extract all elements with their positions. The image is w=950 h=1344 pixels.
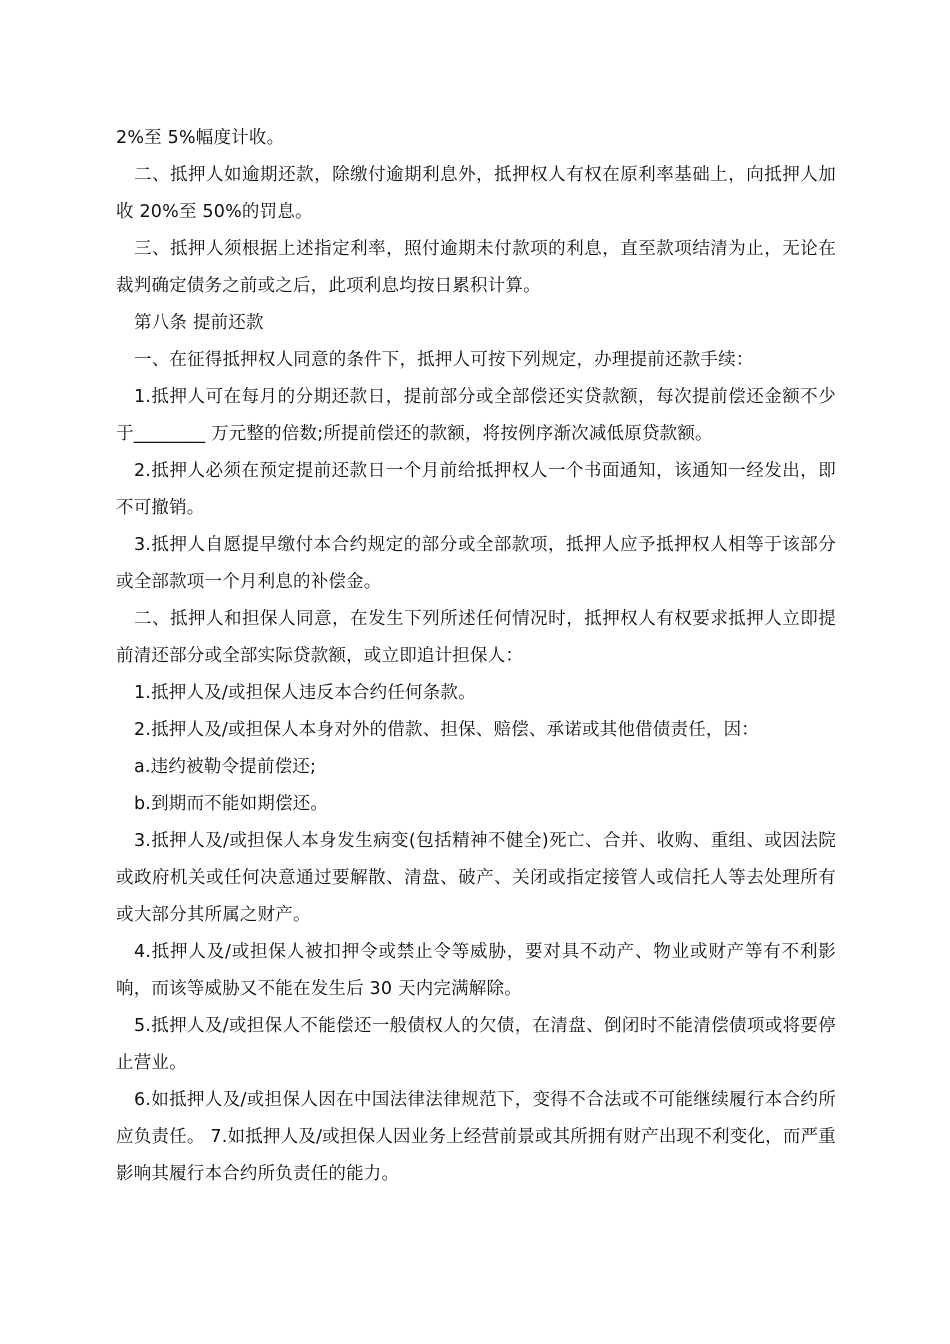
paragraph-3: 三、抵押人须根据上述指定利率，照付逾期未付款项的利息，直至款项结清为止，无论在裁判确定债务之前或之后，此项利息均按日累积计算。: [116, 239, 836, 296]
paragraph-16: 5.抵押人及/或担保人不能偿还一般债权人的欠债，在清盘、倒闭时不能清偿债项或将要停止营业。: [116, 1016, 836, 1073]
paragraph-11: 2.抵押人及/或担保人本身对外的借款、担保、赔偿、承诺或其他借债责任，因：: [134, 720, 759, 740]
paragraph-13: b.到期而不能如期偿还。: [134, 794, 329, 814]
paragraph-5: 一、在征得抵押权人同意的条件下，抵押人可按下列规定，办理提前还款手续：: [134, 350, 754, 370]
paragraph-10: 1.抵押人及/或担保人违反本合约任何条款。: [134, 683, 476, 703]
paragraph-7: 2.抵押人必须在预定提前还款日一个月前给抵押权人一个书面通知，该通知一经发出，即不可撤销。: [116, 461, 836, 518]
paragraph-1: 2%至 5%幅度计收。: [116, 128, 285, 148]
paragraph-6: 1.抵押人可在每月的分期还款日，提前部分或全部偿还实贷款额，每次提前偿还金额不少于________ 万元整的倍数;所提前偿还的款额，将按例序渐次减低原贷款额。: [116, 387, 836, 444]
paragraph-15: 4.抵押人及/或担保人被扣押令或禁止令等威胁，要对具不动产、物业或财产等有不利影响，而该等威胁又不能在发生后 30 天内完满解除。: [116, 942, 836, 999]
paragraph-9: 二、抵押人和担保人同意，在发生下列所述任何情况时，抵押权人有权要求抵押人立即提前清还部分或全部实际贷款额，或立即追计担保人：: [116, 609, 836, 666]
paragraph-14: 3.抵押人及/或担保人本身发生病变(包括精神不健全)死亡、合并、收购、重组、或因法院或政府机关或任何决意通过要解散、清盘、破产、关闭或指定接管人或信托人等去处理所有或大部分其所属之财产。: [116, 831, 836, 925]
document-body: [116, 120, 836, 1193]
paragraph-12: a.违约被勒令提前偿还;: [134, 757, 317, 777]
paragraph-17: 6.如抵押人及/或担保人因在中国法律法律规范下，变得不合法或不可能继续履行本合约所应负责任。 7.如抵押人及/或担保人因业务上经营前景或其所拥有财产出现不利变化，而严重影响其履行本合约所负责任的能力。: [116, 1090, 836, 1184]
paragraph-8: 3.抵押人自愿提早缴付本合约规定的部分或全部款项，抵押人应予抵押权人相等于该部分或全部款项一个月利息的补偿金。: [116, 535, 836, 592]
paragraph-2: 二、抵押人如逾期还款，除缴付逾期利息外，抵押权人有权在原利率基础上，向抵押人加收 20%至 50%的罚息。: [116, 165, 836, 222]
section-heading-article-8: 第八条 提前还款: [134, 313, 264, 333]
